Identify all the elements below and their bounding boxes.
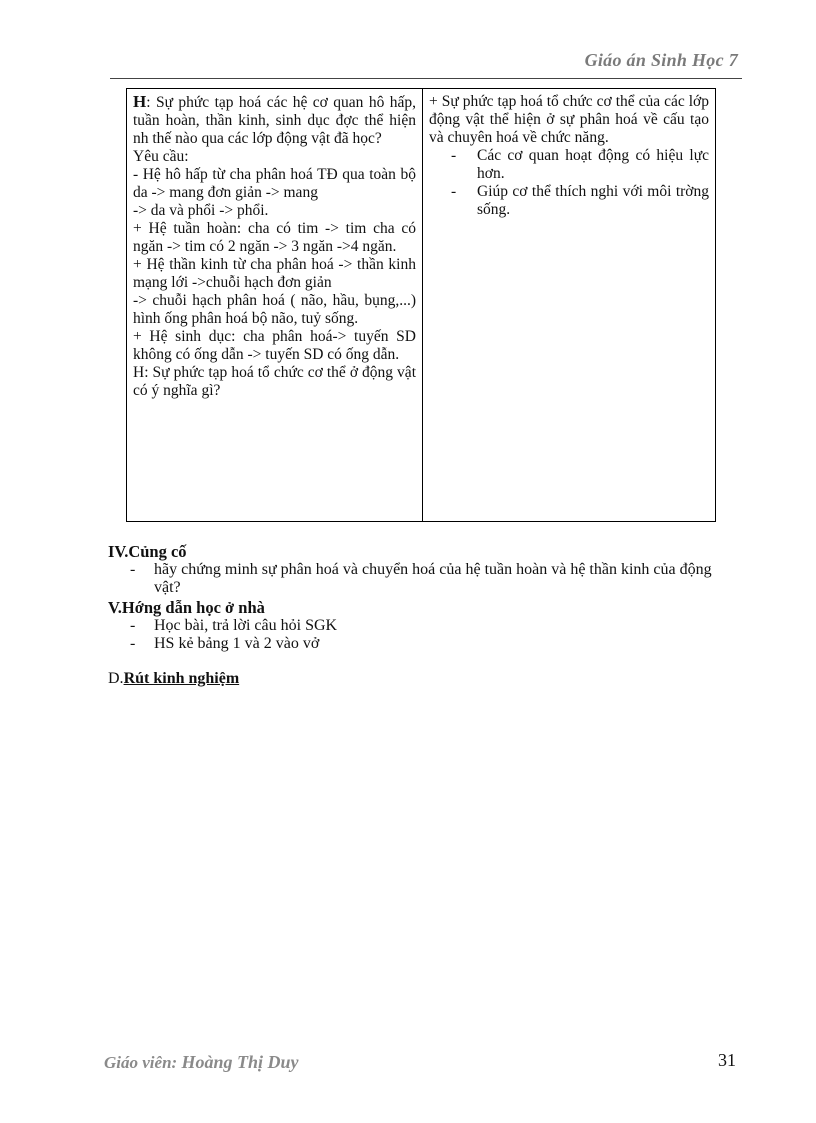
teacher-name: Hoàng Thị Duy xyxy=(181,1052,299,1072)
table-row xyxy=(127,89,716,522)
section-consolidation xyxy=(108,543,738,597)
list-item: - HS kẻ bảng 1 và 2 vào vở xyxy=(108,635,738,653)
lesson-table xyxy=(126,88,716,522)
header-title: Giáo án Sinh Học 7 xyxy=(584,50,738,70)
respiratory-line-cont: -> da và phổi -> phổi. xyxy=(133,202,269,219)
teacher-questions-cell xyxy=(127,89,423,522)
section-d-prefix: D. xyxy=(108,670,124,687)
section-iv-heading: IV.Củng cố xyxy=(108,542,187,561)
list-item: - Các cơ quan hoạt động có hiệu lực hơn. xyxy=(429,147,709,183)
requirement-label: Yêu cầu: xyxy=(133,148,189,165)
list-item: - Học bài, trả lời câu hỏi SGK xyxy=(108,617,738,635)
section-v-heading: V.Hớng dẫn học ở nhà xyxy=(108,598,265,617)
nervous-line-cont: -> chuỗi hạch phân hoá ( não, hầu, bụng,...) hình ống phân hoá bộ não, tuỷ sống. xyxy=(133,292,416,327)
question-prefix: H xyxy=(133,92,147,111)
footer-teacher xyxy=(104,1052,298,1073)
answer-list xyxy=(429,147,709,219)
section-homework xyxy=(108,599,738,653)
teacher-label: Giáo viên: xyxy=(104,1053,178,1072)
circulatory-line: + Hệ tuần hoàn: cha có tim -> tim cha có ngăn -> tim có 2 ngăn -> 3 ngăn ->4 ngăn. xyxy=(133,220,416,255)
header-divider xyxy=(110,78,742,79)
section-iv-list xyxy=(108,561,738,597)
section-d-title: Rút kinh nghiệm xyxy=(123,670,240,687)
final-question: H: Sự phức tạp hoá tổ chức cơ thể ở động vật có ý nghĩa gì? xyxy=(133,364,416,399)
section-v-list xyxy=(108,617,738,653)
list-item: - hãy chứng minh sự phân hoá và chuyển hoá của hệ tuần hoàn và hệ thần kinh của động vật? xyxy=(108,561,738,597)
page-number: 31 xyxy=(718,1050,736,1070)
respiratory-line: - Hệ hô hấp từ cha phân hoá TĐ qua toàn bộ da -> mang đơn giản -> mang xyxy=(133,166,416,201)
answer-intro: + Sự phức tạp hoá tổ chức cơ thể của các lớp động vật thể hiện ở sự phân hoá về cấu tạo và chuyên hoá về chức năng. xyxy=(429,93,709,146)
reproductive-line: + Hệ sinh dục: cha phân hoá-> tuyến SD không có ống dẫn -> tuyến SD có ống dẫn. xyxy=(133,328,416,363)
student-answers-cell xyxy=(423,89,716,522)
nervous-line: + Hệ thần kinh từ cha phân hoá -> thần kinh mạng lới ->chuỗi hạch đơn giản xyxy=(133,256,416,291)
section-review xyxy=(108,670,239,688)
list-item: - Giúp cơ thể thích nghi với môi trờng sống. xyxy=(429,183,709,219)
question-text: : Sự phức tạp hoá các hệ cơ quan hô hấp, tuần hoàn, thần kinh, sinh dục đợc thể hiện nh thế nào qua các lớp động vật đã học? xyxy=(133,94,416,147)
